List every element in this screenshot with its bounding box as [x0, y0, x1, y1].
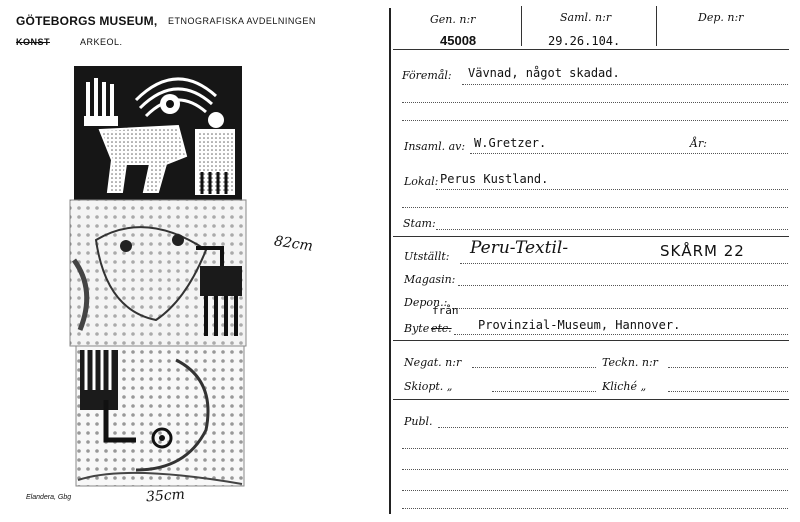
section-name: ARKEOL. — [80, 37, 123, 47]
stam-line — [436, 229, 788, 230]
header-rule — [393, 49, 789, 50]
textile-drawing — [66, 60, 266, 496]
gen-number-label: Gen. n:r — [430, 13, 476, 26]
lokal-label: Lokal: — [404, 175, 439, 188]
teckn-label: Teckn. n:r — [602, 356, 658, 369]
negat-label: Negat. n:r — [404, 356, 462, 369]
foremal-line-3 — [402, 120, 788, 121]
textile-middle-panel — [70, 200, 246, 346]
gen-number-value: 45008 — [440, 33, 477, 48]
section-rule-3 — [393, 399, 789, 400]
publ-label: Publ. — [404, 415, 433, 428]
utstallt-value: Peru-Textil- — [470, 238, 569, 258]
department-name: ETNOGRAFISKA AVDELNINGEN — [168, 16, 316, 26]
saml-number-value: 29.26.104. — [548, 34, 621, 48]
byte-value: Provinzial-Museum, Hannover. — [478, 318, 681, 332]
width-annotation: 35cm — [145, 486, 186, 506]
depon-label: Depon.: — [404, 296, 448, 309]
negat-line — [472, 367, 596, 368]
foremal-line-2 — [402, 102, 788, 103]
teckn-line — [668, 367, 788, 368]
textile-top-panel — [74, 66, 242, 200]
insaml-value: W.Gretzer. — [474, 136, 547, 150]
cliche-label: Kliché „ — [602, 380, 647, 393]
foremal-value: Vävnad, något skadad. — [468, 66, 620, 80]
struck-section: KONST — [16, 37, 50, 47]
utstallt-line — [460, 263, 788, 264]
skiopt-line — [492, 391, 596, 392]
museum-name: GÖTEBORGS MUSEUM, — [16, 14, 158, 28]
skiopt-label: Skiopt. „ — [404, 380, 453, 393]
cliche-line — [668, 391, 788, 392]
section-rule-2 — [393, 340, 789, 341]
ar-label: År: — [690, 137, 707, 150]
publ-line — [438, 427, 788, 428]
saml-cell-divider — [656, 6, 657, 46]
dep-number-label: Dep. n:r — [698, 11, 744, 24]
byte-line — [454, 334, 788, 335]
publ-line-2 — [402, 448, 788, 449]
depon-line — [452, 308, 788, 309]
utstallt-label: Utställt: — [404, 250, 450, 263]
insaml-label: Insaml. av: — [404, 140, 466, 153]
lokal-line — [436, 189, 788, 190]
card-left-border — [389, 8, 391, 514]
insaml-line — [470, 153, 788, 154]
artist-stamp: Elandera, Gbg — [26, 494, 72, 501]
textile-bottom-panel — [76, 346, 244, 486]
publ-line-4 — [402, 490, 788, 491]
height-annotation: 82cm — [273, 233, 314, 255]
byte-label: Byte — [404, 322, 430, 335]
publ-line-5 — [402, 508, 788, 509]
foremal-label: Föremål: — [402, 69, 452, 82]
byte-overwrite: från — [432, 304, 459, 317]
byte-label-etc: etc. — [431, 322, 452, 335]
utstallt-screen: SKÅRM 22 — [660, 242, 745, 260]
lokal-value: Perus Kustland. — [440, 172, 549, 186]
saml-number-label: Saml. n:r — [560, 11, 612, 24]
stam-label: Stam: — [403, 217, 436, 230]
magasin-line — [458, 285, 788, 286]
lokal-line-2 — [402, 207, 788, 208]
magasin-label: Magasin: — [404, 273, 456, 286]
publ-line-3 — [402, 469, 788, 470]
foremal-line — [462, 84, 788, 85]
gen-cell-divider — [521, 6, 522, 46]
section-rule-1 — [393, 236, 789, 237]
